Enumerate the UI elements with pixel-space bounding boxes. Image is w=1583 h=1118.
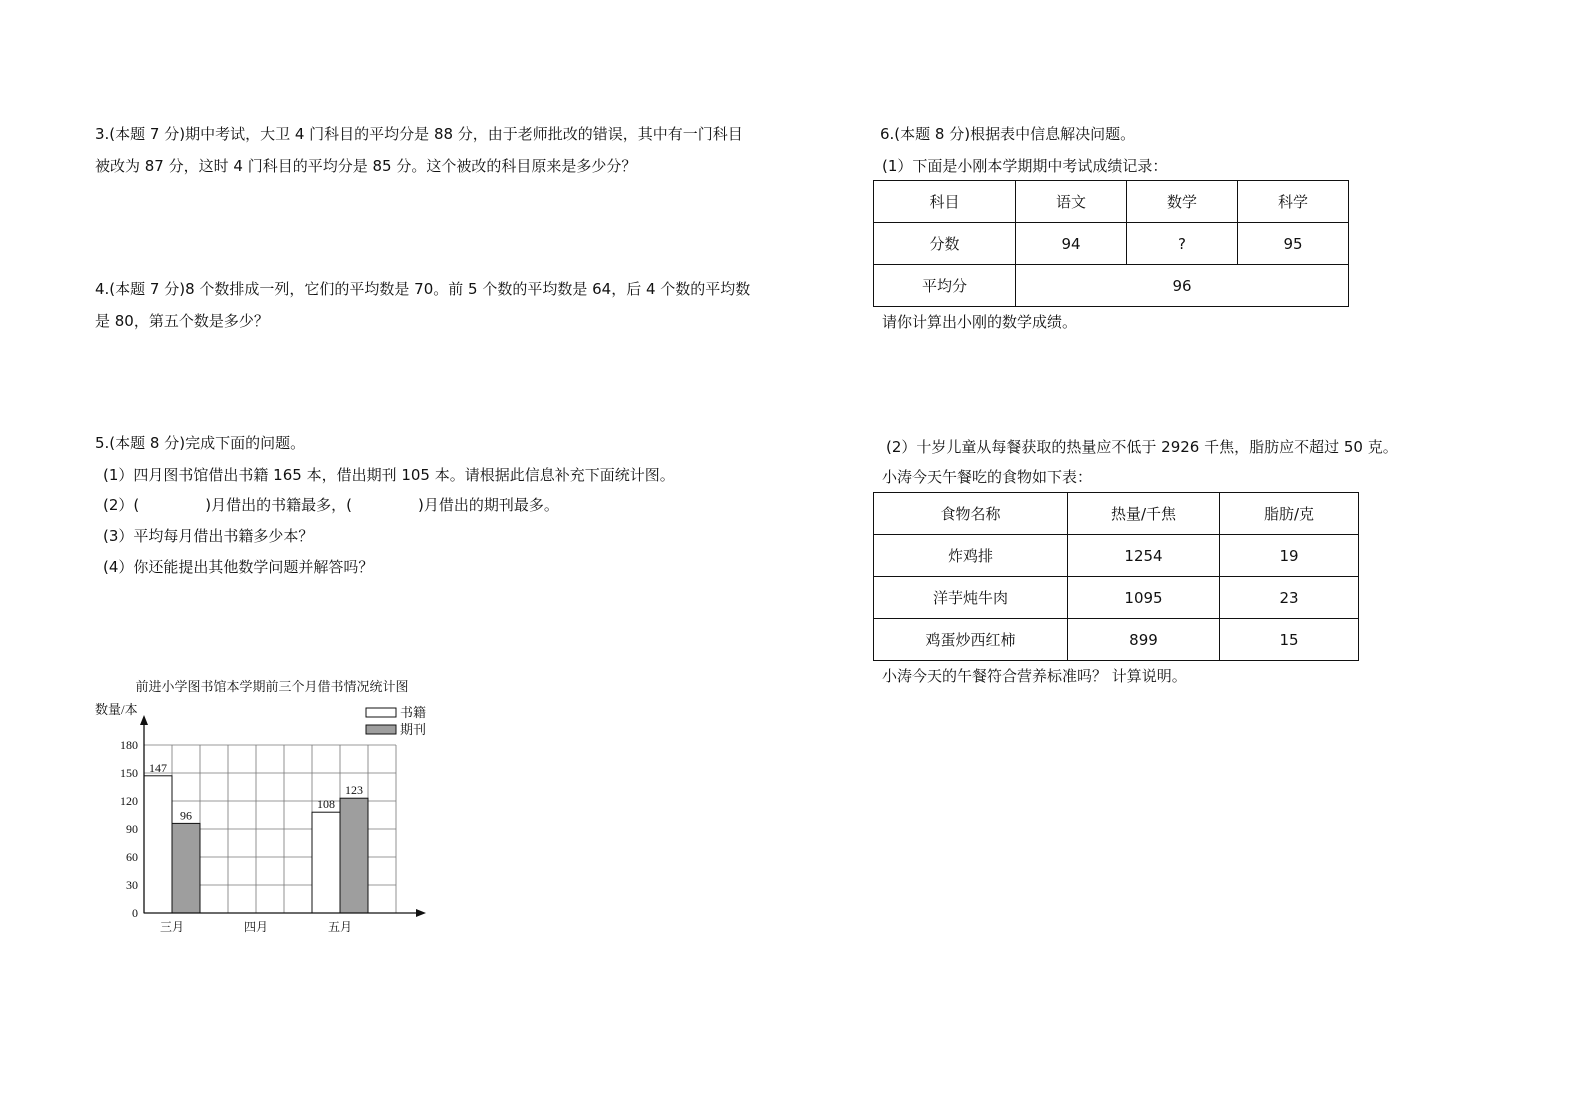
q6-part-2: (2）十岁儿童从每餐获取的热量应不低于 2926 千焦，脂肪应不超过 50 克。: [886, 438, 1398, 456]
table-row: [874, 265, 1349, 307]
food-table: [873, 492, 1359, 661]
table-cell: 平均分: [874, 265, 1016, 307]
q5-part-4: (4）你还能提出其他数学问题并解答吗？: [103, 558, 374, 576]
bar-书籍-五月: [312, 812, 340, 913]
table-cell: 94: [1016, 223, 1127, 265]
table-cell: 数学: [1127, 181, 1238, 223]
q4-line-1: 4.(本题 7 分)8 个数排成一列，它们的平均数是 70。前 5 个数的平均数是 64，后 4 个数的平均数: [95, 280, 751, 298]
table-cell: 899: [1068, 619, 1220, 661]
table-cell: 热量/千焦: [1068, 493, 1220, 535]
data-label: 108: [317, 797, 335, 812]
table-row: [874, 223, 1349, 265]
y-tick-label: 0: [132, 906, 138, 920]
chart-title: 前进小学图书馆本学期前三个月借书情况统计图: [135, 679, 409, 694]
chart-legend: [366, 705, 426, 737]
y-tick-label: 120: [120, 794, 138, 808]
q6-title: 6.(本题 8 分)根据表中信息解决问题。: [880, 125, 1136, 143]
table-cell: 23: [1220, 577, 1359, 619]
q5-part-2-b: )月借出的书籍最多，(: [205, 496, 352, 514]
table-cell: 科学: [1238, 181, 1349, 223]
library-bar-chart: [90, 672, 450, 947]
q3-line-1: 3.(本题 7 分)期中考试，大卫 4 门科目的平均分是 88 分，由于老师批改的错误，其中有一门科目: [95, 125, 743, 143]
data-label: 123: [345, 783, 363, 798]
q5-part-2: [103, 495, 559, 515]
legend-swatch-journals: [366, 725, 396, 734]
data-label: 96: [180, 808, 192, 823]
x-tick-label: 三月: [159, 920, 185, 934]
q5-title: 5.(本题 8 分)完成下面的问题。: [95, 434, 306, 452]
y-tick-label: 60: [126, 850, 138, 864]
q5-part-2-c: )月借出的期刊最多。: [417, 496, 559, 514]
table-cell: 分数: [874, 223, 1016, 265]
legend-label-journals: 期刊: [400, 722, 427, 737]
q6-part-2-question: 小涛今天的午餐符合营养标准吗？ 计算说明。: [882, 667, 1187, 685]
table-cell: 1095: [1068, 577, 1220, 619]
q6-part-1: (1）下面是小刚本学期期中考试成绩记录：: [882, 157, 1168, 175]
q5-part-2-a: (2）(: [103, 496, 140, 514]
chart-ylabel: 数量/本: [95, 702, 138, 717]
y-tick-label: 90: [126, 822, 138, 836]
q3-line-2: 被改为 87 分，这时 4 门科目的平均分是 85 分。这个被改的科目原来是多少分？: [95, 157, 637, 175]
q6-part-2-intro: 小涛今天午餐吃的食物如下表：: [882, 468, 1093, 486]
table-cell: 洋芋炖牛肉: [874, 577, 1068, 619]
table-cell: ?: [1127, 223, 1238, 265]
data-label: 147: [149, 760, 167, 775]
bar-书籍-三月: [144, 776, 172, 913]
table-cell: 95: [1238, 223, 1349, 265]
y-tick-label: 30: [126, 878, 138, 892]
table-row: [874, 619, 1359, 661]
table-cell: 19: [1220, 535, 1359, 577]
table-row: [874, 493, 1359, 535]
table-cell: 15: [1220, 619, 1359, 661]
q4-line-2: 是 80，第五个数是多少？: [95, 312, 269, 330]
table-cell: 96: [1016, 265, 1349, 307]
table-cell: 语文: [1016, 181, 1127, 223]
table-cell: 炸鸡排: [874, 535, 1068, 577]
table-row: [874, 577, 1359, 619]
table-cell: 鸡蛋炒西红柿: [874, 619, 1068, 661]
score-table: [873, 180, 1349, 307]
table-row: [874, 535, 1359, 577]
legend-swatch-books: [366, 708, 396, 717]
table-cell: 科目: [874, 181, 1016, 223]
q5-part-1: (1）四月图书馆借出书籍 165 本，借出期刊 105 本。请根据此信息补充下面统计图。: [103, 466, 675, 484]
y-axis-arrow-icon: [140, 715, 148, 725]
bar-期刊-三月: [172, 823, 200, 913]
bar-期刊-五月: [340, 798, 368, 913]
q5-part-3: (3）平均每月借出书籍多少本？: [103, 527, 314, 545]
legend-label-books: 书籍: [400, 705, 427, 720]
x-tick-label: 五月: [327, 920, 353, 934]
table-row: [874, 181, 1349, 223]
table-cell: 1254: [1068, 535, 1220, 577]
x-axis-arrow-icon: [416, 909, 426, 917]
table-cell: 食物名称: [874, 493, 1068, 535]
q6-part-1-question: 请你计算出小刚的数学成绩。: [882, 313, 1078, 331]
x-tick-label: 四月: [243, 920, 269, 934]
y-tick-label: 180: [120, 738, 138, 752]
y-tick-label: 150: [120, 766, 138, 780]
table-cell: 脂肪/克: [1220, 493, 1359, 535]
